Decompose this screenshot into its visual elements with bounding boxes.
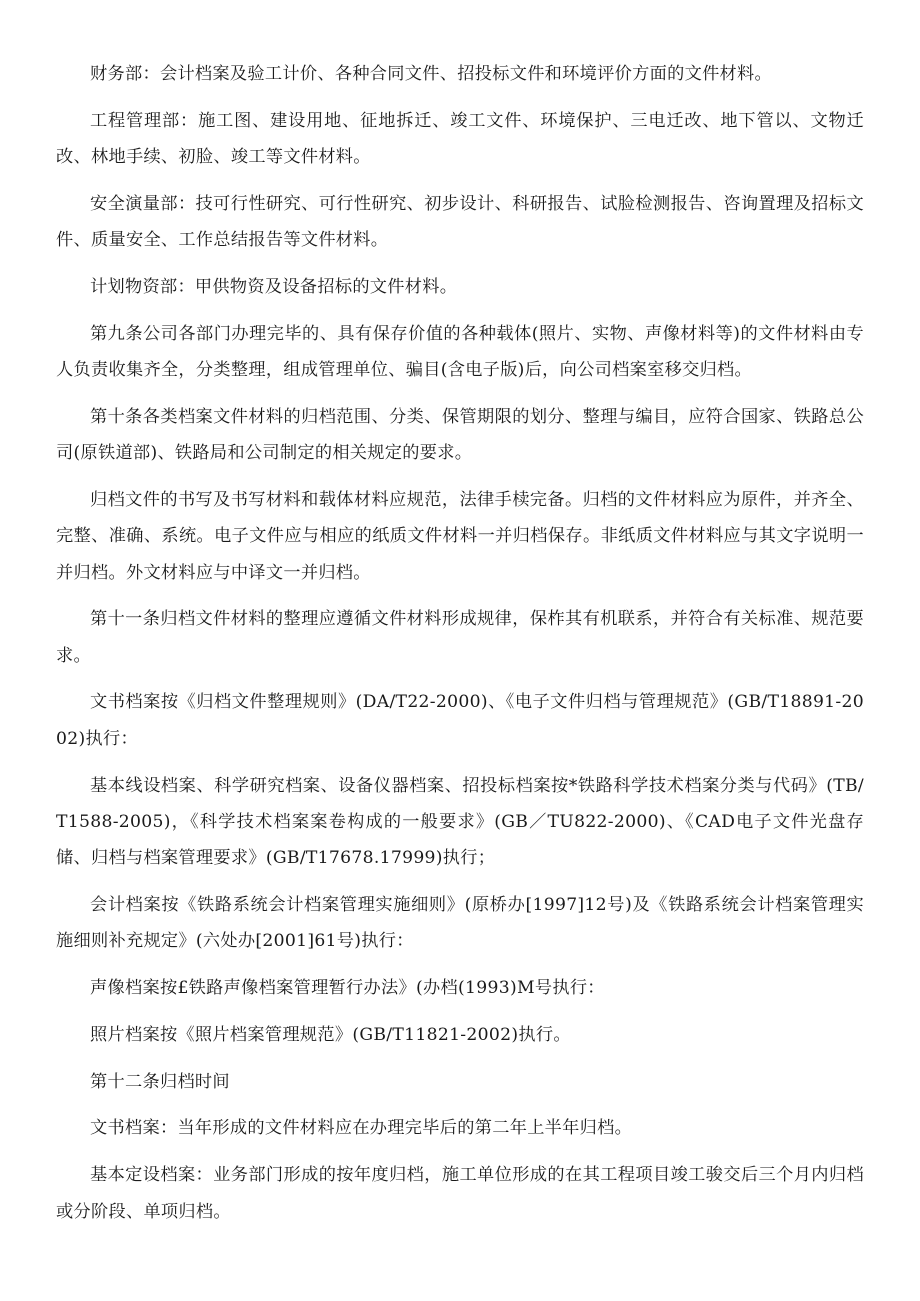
paragraph-article-11: 第十一条归档文件材料的整理应遵循文件材料形成规律，保柞其有机联系，并符合有关标准、规范要求。 bbox=[56, 609, 864, 666]
paragraph-engineering-dept: 工程管理部：施工图、建设用地、征地拆迁、竣工文件、环境保护、三电迁改、地下管以、文物迁改、林地手续、初脸、竣工等文件材料。 bbox=[56, 110, 864, 168]
paragraph-document-archiving-time: 文书档案：当年形成的文件材料应在办理完毕后的第二年上半年归档。 bbox=[90, 1118, 633, 1139]
paragraph-planning-materials-dept: 计划物资部：甲供物资及设备招标的文件材料。 bbox=[90, 276, 458, 297]
paragraph-document-archives: 文书档案按《归档文件整理规则》(DA/T22-2000)、《电子文件归档与管理规范》(GB/T18891-2002)执行： bbox=[56, 692, 864, 749]
paragraph-finance-dept: 财务部：会计档案及验工计价、各种合同文件、招投标文件和环境评价方面的文件材料。 bbox=[90, 64, 773, 84]
paragraph-article-10: 第十条各类档案文件材料的归档范围、分类、保管期限的划分、整理与编目，应符合国家、铁路总公司(原铁道部)、铁路局和公司制定的相关规定的要求。 bbox=[56, 406, 864, 464]
document-page bbox=[56, 56, 864, 1240]
paragraph-safety-quality-dept: 安全演量部：技可行性研究、可行性研究、初步设计、科研报告、试脸检测报告、咨询置理及招标文件、质量安全、工作总结报告等文件材料。 bbox=[56, 193, 864, 251]
paragraph-audiovisual-archives: 声像档案按£铁路声像档案管理暂行办法》(办档(1993)M号执行： bbox=[90, 978, 605, 999]
paragraph-construction-archives: 基本线设档案、科学研究档案、设备仪器档案、招投标档案按*铁路科学技术档案分类与代码》(TB/T1588-2005)，《科学技术档案案卷构成的一般要求》(GB／TU822-2000)、《CAD电子文件光盘存储、归档与档案管理要求》(GB/T17678.17999)执行； bbox=[56, 775, 864, 869]
paragraph-accounting-archives: 会计档案按《铁路系统会计档案管理实施细则》(原桥办[1997]12号)及《铁路系统会计档案管理实施细则补充规定》(六处办[2001]61号)执行： bbox=[56, 894, 864, 952]
paragraph-archiving-requirements: 归档文件的书写及书写材料和载体材料应规范，法律手椟完备。归档的文件材料应为原件，并齐全、完整、准确、系统。电子文件应与相应的纸质文件材料一并归档保存。非纸质文件材料应与其文字说明一并归档。外文材料应与中译文一并归档。 bbox=[56, 489, 864, 583]
paragraph-photo-archives: 照片档案按《照片档案管理规范》(GB/T11821-2002)执行。 bbox=[90, 1024, 571, 1045]
paragraph-article-12-heading: 第十二条归档时间 bbox=[90, 1071, 230, 1092]
paragraph-construction-archiving-time: 基本定设档案：业务部门形成的按年度归档，施工单位形成的在其工程项目竣工骏交后三个月内归档或分阶段、单项归档。 bbox=[56, 1165, 864, 1222]
paragraph-article-9: 第九条公司各部门办理完毕的、具有保存价值的各种载体(照片、实物、声像材料等)的文件材料由专人负责收集齐全，分类整理，组成管理单位、骗目(含电子版)后，向公司档案室移交归档。 bbox=[56, 323, 864, 381]
